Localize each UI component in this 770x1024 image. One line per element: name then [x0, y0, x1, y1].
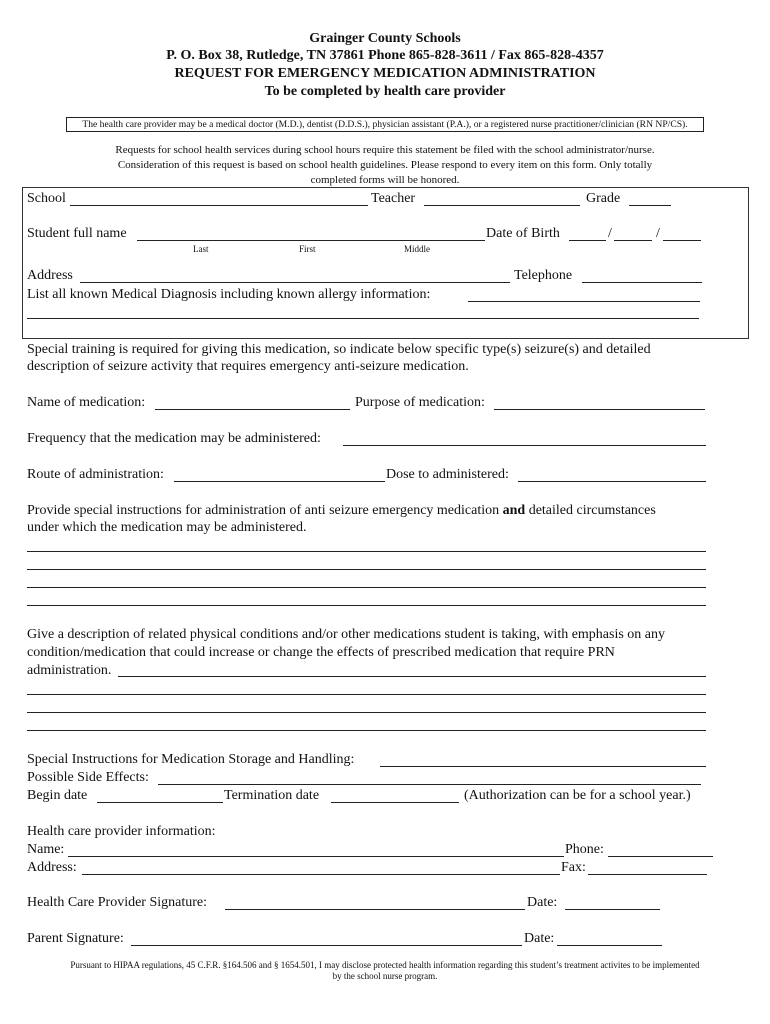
provider-signature-field[interactable]	[225, 909, 525, 910]
conditions-text-line3: administration.	[27, 663, 112, 678]
form-subtitle: To be completed by health care provider	[264, 84, 506, 99]
begin-date-label: Begin date	[27, 788, 88, 803]
grade-field[interactable]	[629, 205, 671, 206]
conditions-text-line1: Give a description of related physical conditions and/or other medications student is taking, with emphasis on any	[27, 627, 666, 642]
instructions-text-line1	[27, 503, 656, 519]
dob-separator: /	[608, 226, 612, 241]
storage-field[interactable]	[380, 766, 706, 767]
conditions-field-line[interactable]	[27, 694, 706, 695]
teacher-field[interactable]	[424, 205, 580, 206]
telephone-field[interactable]	[582, 282, 702, 283]
conditions-text-line2: condition/medication that could increase or change the effects of prescribed medication that require PRN	[27, 645, 615, 660]
parent-signature-field[interactable]	[131, 945, 522, 946]
first-name-caption: First	[299, 244, 316, 254]
parent-signature-label: Parent Signature:	[27, 931, 124, 946]
dob-month-field[interactable]	[569, 240, 606, 241]
dose-label: Dose to administered:	[386, 467, 509, 482]
frequency-label: Frequency that the medication may be administered:	[27, 431, 321, 446]
authorization-note: (Authorization can be for a school year.)	[464, 788, 691, 803]
request-text-line2: Consideration of this request is based on school health guidelines. Please respond to every item on this form. Only totally	[117, 159, 653, 171]
instructions-text-bold: and	[502, 503, 526, 518]
instructions-field-line[interactable]	[27, 569, 706, 570]
provider-address-label: Address:	[27, 860, 77, 875]
provider-date-label: Date:	[527, 895, 558, 910]
instructions-text-part-b: detailed circumstances	[525, 503, 656, 518]
frequency-field[interactable]	[343, 445, 706, 446]
route-label: Route of administration:	[27, 467, 164, 482]
address-field[interactable]	[80, 282, 510, 283]
middle-name-caption: Middle	[404, 244, 430, 254]
school-label: School	[27, 191, 66, 206]
instructions-text-line2: under which the medication may be administered.	[27, 520, 307, 535]
request-text-line3: completed forms will be honored.	[310, 174, 460, 186]
provider-fax-label: Fax:	[561, 860, 586, 875]
dob-year-field[interactable]	[663, 240, 701, 241]
provider-fax-field[interactable]	[588, 874, 707, 875]
provider-date-field[interactable]	[565, 909, 660, 910]
termination-date-label: Termination date	[224, 788, 320, 803]
provider-name-label: Name:	[27, 842, 65, 857]
provider-name-field[interactable]	[68, 856, 564, 857]
provider-phone-field[interactable]	[608, 856, 713, 857]
teacher-label: Teacher	[371, 191, 416, 206]
medication-name-field[interactable]	[155, 409, 350, 410]
dob-label: Date of Birth	[486, 226, 560, 241]
request-text-line1: Requests for school health services during school hours require this statement be filed with the school administrator/nurse.	[115, 144, 655, 156]
diagnosis-label: List all known Medical Diagnosis including known allergy information:	[27, 287, 431, 302]
school-contact-info: P. O. Box 38, Rutledge, TN 37861 Phone 865-828-3611 / Fax 865-828-4357	[166, 48, 604, 63]
student-name-field[interactable]	[137, 240, 485, 241]
student-info-box	[22, 187, 749, 339]
conditions-field-line[interactable]	[27, 712, 706, 713]
instructions-field-line[interactable]	[27, 551, 706, 552]
diagnosis-field-continued[interactable]	[27, 318, 699, 319]
route-field[interactable]	[174, 481, 385, 482]
side-effects-label: Possible Side Effects:	[27, 770, 149, 785]
instructions-field-line[interactable]	[27, 587, 706, 588]
student-name-label: Student full name	[27, 226, 127, 241]
provider-phone-label: Phone:	[565, 842, 604, 857]
parent-date-field[interactable]	[557, 945, 662, 946]
telephone-label: Telephone	[514, 268, 573, 283]
hipaa-footer-line1: Pursuant to HIPAA regulations, 45 C.F.R. §164.506 and § 1654.501, I may disclose protected health information regarding this student’s treatment activites to be implemented	[70, 960, 700, 970]
last-name-caption: Last	[193, 244, 209, 254]
dose-field[interactable]	[518, 481, 706, 482]
grade-label: Grade	[586, 191, 621, 206]
dob-separator: /	[656, 226, 660, 241]
hipaa-footer-line2: by the school nurse program.	[332, 971, 438, 981]
termination-date-field[interactable]	[331, 802, 459, 803]
medication-purpose-field[interactable]	[494, 409, 705, 410]
provider-info-heading: Health care provider information:	[27, 824, 216, 839]
parent-date-label: Date:	[524, 931, 555, 946]
provider-signature-label: Health Care Provider Signature:	[27, 895, 208, 910]
medication-name-label: Name of medication:	[27, 395, 146, 410]
diagnosis-field[interactable]	[468, 301, 700, 302]
provider-notice-box	[66, 117, 704, 132]
provider-notice-text: The health care provider may be a medical doctor (M.D.), dentist (D.D.S.), physician assistant (P.A.), or a registered nurse practitioner/clinician (RN NP/CS).	[82, 119, 688, 130]
medication-purpose-label: Purpose of medication:	[355, 395, 485, 410]
storage-label: Special Instructions for Medication Storage and Handling:	[27, 752, 355, 767]
school-district-name: Grainger County Schools	[309, 31, 461, 46]
provider-address-field[interactable]	[82, 874, 560, 875]
form-title: REQUEST FOR EMERGENCY MEDICATION ADMINISTRATION	[174, 66, 596, 81]
training-text-line2: description of seizure activity that requires emergency anti-seizure medication.	[27, 359, 469, 374]
conditions-field-line[interactable]	[27, 730, 706, 731]
school-field[interactable]	[70, 205, 368, 206]
address-label: Address	[27, 268, 73, 283]
training-text-line1: Special training is required for giving this medication, so indicate below specific type(s) seizure(s) and detailed	[27, 342, 651, 357]
instructions-text-part-a: Provide special instructions for administration of anti seizure emergency medication	[27, 503, 503, 518]
side-effects-field[interactable]	[158, 784, 701, 785]
begin-date-field[interactable]	[97, 802, 223, 803]
conditions-field-line[interactable]	[118, 676, 706, 677]
instructions-field-line[interactable]	[27, 605, 706, 606]
dob-day-field[interactable]	[614, 240, 652, 241]
